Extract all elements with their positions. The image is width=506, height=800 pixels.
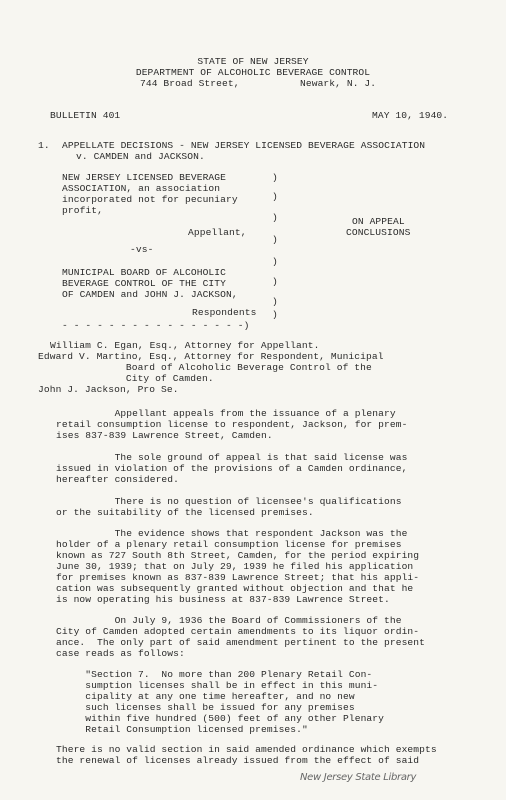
paragraph-line: On July 9, 1936 the Board of Commissioners of the [56, 615, 402, 626]
paragraph-line: The evidence shows that respondent Jackson was the [56, 528, 408, 539]
paragraph-line: for premises known as 837-839 Lawrence Street; that his appli- [56, 572, 420, 583]
caption-paren: ) [272, 234, 278, 245]
counsel-line: Edward V. Martino, Esq., Attorney for Respondent, Municipal [38, 351, 384, 362]
paragraph-line: There is no valid section in said amended ordinance which exempts [56, 744, 437, 755]
caption-paren: ) [272, 191, 278, 202]
paragraph-line: There is no question of licensee's qualifications [56, 496, 402, 507]
paragraph-line: June 30, 1939; that on July 29, 1939 he filed his application [56, 561, 414, 572]
item-number: 1. [38, 140, 50, 151]
caption-on-appeal: ON APPEAL [352, 216, 405, 227]
quote-line: within five hundred (500) feet of any other Plenary [56, 713, 385, 724]
versus: -vs- [130, 244, 154, 255]
header-address: 744 Broad Street, [140, 78, 240, 89]
caption-paren: ) [272, 212, 278, 223]
caption-paren: ) [272, 256, 278, 267]
paragraph-line: Appellant appeals from the issuance of a plenary [56, 408, 396, 419]
header-state: STATE OF NEW JERSEY [197, 56, 309, 67]
respondent-name-line2: BEVERAGE CONTROL OF THE CITY [62, 278, 227, 289]
quote-line: cipality at any one time hereafter, and no new [56, 691, 355, 702]
paragraph-line: the renewal of licenses already issued from the effect of said [56, 755, 420, 766]
paragraph-line: issued in violation of the provisions of a Camden ordinance, [56, 463, 408, 474]
paragraph-line: retail consumption license to respondent, Jackson, for prem- [56, 419, 408, 430]
respondents-label: Respondents [192, 307, 257, 318]
appellant-label: Appellant, [188, 227, 247, 238]
counsel-line: John J. Jackson, Pro Se. [38, 384, 179, 395]
counsel-line: Board of Alcoholic Beverage Control of the [38, 362, 372, 373]
caption-paren: ) [272, 296, 278, 307]
item-title-line2: v. CAMDEN and JACKSON. [76, 151, 205, 162]
counsel-line: City of Camden. [38, 373, 214, 384]
paragraph-line: known as 727 South 8th Street, Camden, for the period expiring [56, 550, 420, 561]
header-city: Newark, N. J. [300, 78, 377, 89]
caption-conclusions: CONCLUSIONS [346, 227, 411, 238]
paragraph-line: ance. The only part of said amendment pertinent to the present [56, 637, 426, 648]
library-watermark: New Jersey State Library [300, 772, 417, 783]
item-title-line1: APPELLATE DECISIONS - NEW JERSEY LICENSED BEVERAGE ASSOCIATION [62, 140, 426, 151]
paragraph-line: City of Camden adopted certain amendments to its liquor ordin- [56, 626, 420, 637]
paragraph-line: ises 837-839 Lawrence Street, Camden. [56, 430, 273, 441]
quote-line: Retail Consumption licensed premises." [56, 724, 308, 735]
quote-line: sumption licenses shall be in effect in this muni- [56, 680, 379, 691]
caption-dash-line: - - - - - - - - - - - - - - - -) [62, 320, 250, 331]
paragraph-line: case reads as follows: [56, 648, 185, 659]
appellant-name-line1: NEW JERSEY LICENSED BEVERAGE [62, 172, 227, 183]
bulletin-date: MAY 10, 1940. [372, 110, 449, 121]
paragraph-line: holder of a plenary retail consumption license for premises [56, 539, 402, 550]
quote-line: such licenses shall be issued for any premises [56, 702, 355, 713]
appellant-name-line3: incorporated not for pecuniary [62, 194, 238, 205]
paragraph-line: cation was subsequently granted without objection and that he [56, 583, 414, 594]
respondent-name-line1: MUNICIPAL BOARD OF ALCOHOLIC [62, 267, 227, 278]
caption-paren: ) [272, 172, 278, 183]
bulletin-number: BULLETIN 401 [50, 110, 121, 121]
paragraph-line: is now operating his business at 837-839 Lawrence Street. [56, 594, 390, 605]
quote-line: "Section 7. No more than 200 Plenary Retail Con- [56, 669, 373, 680]
paragraph-line: The sole ground of appeal is that said license was [56, 452, 408, 463]
header-department: DEPARTMENT OF ALCOHOLIC BEVERAGE CONTROL [135, 67, 371, 78]
respondent-name-line3: OF CAMDEN and JOHN J. JACKSON, [62, 289, 238, 300]
caption-paren: ) [272, 309, 278, 320]
appellant-name-line4: profit, [62, 205, 104, 216]
paragraph-line: or the suitability of the licensed premises. [56, 507, 314, 518]
paragraph-line: hereafter considered. [56, 474, 180, 485]
counsel-line: William C. Egan, Esq., Attorney for Appellant. [50, 340, 320, 351]
appellant-name-line2: ASSOCIATION, an association [62, 183, 221, 194]
caption-paren: ) [272, 276, 278, 287]
